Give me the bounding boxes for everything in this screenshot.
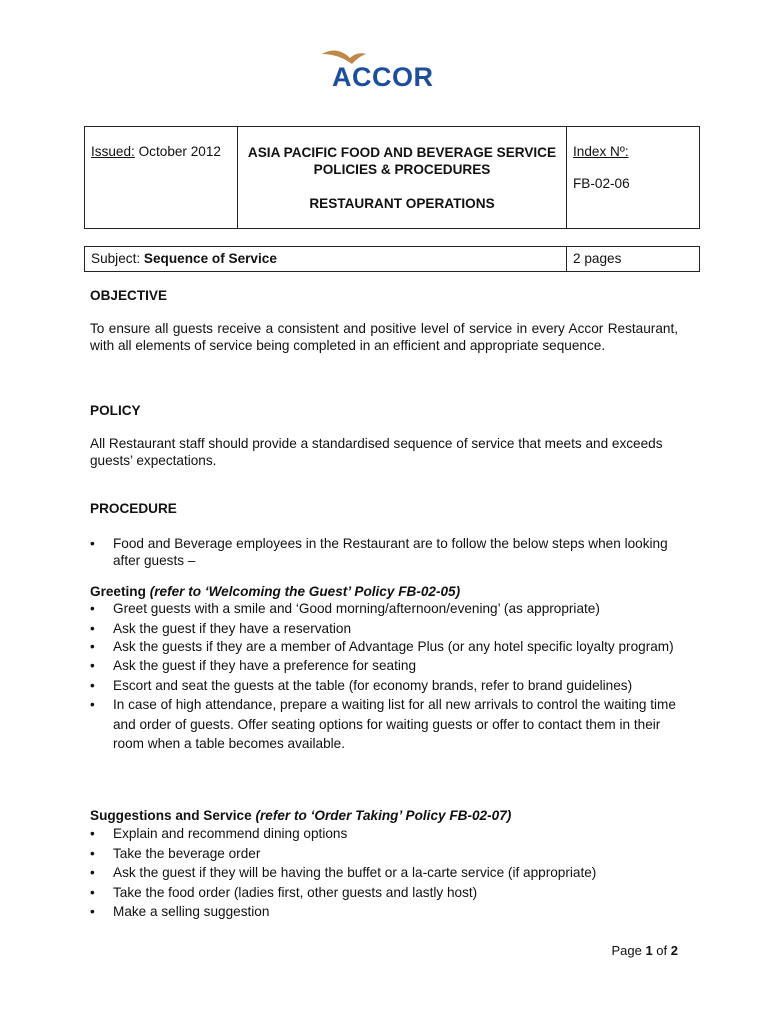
list-item: • Make a selling suggestion bbox=[90, 902, 678, 922]
page-footer bbox=[611, 943, 678, 958]
issued-cell bbox=[85, 127, 238, 228]
suggestions-title: Suggestions and Service bbox=[90, 808, 252, 823]
title-line-2: POLICIES & PROCEDURES bbox=[313, 162, 491, 177]
accor-logo bbox=[318, 44, 458, 92]
list-item: • Ask the guests if they are a member of Advantage Plus (or any hotel specific loyalty program) bbox=[90, 639, 674, 654]
bullet-icon: • bbox=[90, 904, 95, 919]
subject-table bbox=[84, 246, 700, 272]
bullet-icon: • bbox=[90, 620, 95, 636]
suggestions-heading bbox=[90, 806, 678, 825]
subject-cell bbox=[85, 247, 567, 271]
title-line-1: ASIA PACIFIC FOOD AND BEVERAGE SERVICE bbox=[247, 145, 557, 160]
suggestions-list bbox=[90, 824, 678, 922]
objective-heading: OBJECTIVE bbox=[90, 288, 168, 303]
greeting-list bbox=[90, 599, 678, 754]
header-table bbox=[84, 126, 700, 229]
list-item: • Ask the guest if they have a preference for seating bbox=[90, 656, 678, 676]
bullet-icon: • bbox=[90, 865, 95, 880]
page-number: 1 bbox=[645, 943, 653, 958]
page-label: Page bbox=[611, 943, 642, 958]
title-line-3: RESTAURANT OPERATIONS bbox=[309, 196, 495, 211]
bullet-icon: • bbox=[90, 826, 95, 841]
index-cell bbox=[567, 127, 699, 228]
objective-text: To ensure all guests receive a consistent and positive level of service in every Accor Restaurant, with all elements of service being completed in an efficient and appropriate sequence. bbox=[90, 321, 678, 353]
bullet-icon: • bbox=[90, 536, 95, 551]
title-cell bbox=[238, 127, 567, 228]
suggestions-ref: (refer to ‘Order Taking’ Policy FB-02-07) bbox=[255, 808, 512, 823]
index-label: Index Nº: bbox=[573, 144, 629, 159]
bullet-icon: • bbox=[90, 601, 95, 616]
logo-wordmark: ACCOR bbox=[332, 62, 434, 92]
list-item: • Ask the guest if they have a reservation bbox=[90, 619, 678, 639]
list-item: • Greet guests with a smile and ‘Good morning/afternoon/evening’ (as appropriate) bbox=[90, 599, 678, 619]
list-item: • Take the beverage order bbox=[90, 844, 678, 864]
index-value: FB-02-06 bbox=[573, 176, 630, 191]
greeting-ref: (refer to ‘Welcoming the Guest’ Policy FB-02-05) bbox=[149, 584, 461, 599]
procedure-intro: Food and Beverage employees in the Restaurant are to follow the below steps when looking after guests – bbox=[113, 536, 668, 568]
list-item: • In case of high attendance, prepare a waiting list for all new arrivals to control the waiting time and order of guests. Offer seating options for waiting guests or offer to contact them in their room when a table becomes available. bbox=[90, 697, 676, 751]
bullet-icon: • bbox=[90, 658, 95, 673]
of-label: of bbox=[656, 943, 668, 958]
list-item: • Take the food order (ladies first, other guests and lastly host) bbox=[90, 883, 678, 903]
procedure-heading: PROCEDURE bbox=[90, 501, 177, 516]
policy-text: All Restaurant staff should provide a standardised sequence of service that meets and exceeds guests’ expectations. bbox=[90, 436, 663, 468]
subject-value: Sequence of Service bbox=[143, 251, 277, 266]
issued-label: Issued: bbox=[91, 144, 135, 159]
subject-label: Subject: bbox=[91, 251, 141, 266]
pages-cell: 2 pages bbox=[573, 251, 622, 266]
bullet-icon: • bbox=[90, 639, 95, 654]
list-item: • Escort and seat the guests at the table (for economy brands, refer to brand guidelines) bbox=[90, 676, 678, 696]
issued-value: October 2012 bbox=[138, 144, 221, 159]
greeting-title: Greeting bbox=[90, 584, 146, 599]
bullet-icon: • bbox=[90, 845, 95, 861]
list-item bbox=[90, 535, 678, 569]
page-total: 2 bbox=[670, 943, 678, 958]
bullet-icon: • bbox=[90, 884, 95, 900]
list-item: • Explain and recommend dining options bbox=[90, 824, 678, 844]
bullet-icon: • bbox=[90, 677, 95, 693]
bullet-icon: • bbox=[90, 697, 95, 712]
list-item: • Ask the guest if they will be having the buffet or a la-carte service (if appropriate) bbox=[90, 863, 678, 883]
procedure-list bbox=[90, 535, 678, 569]
policy-heading: POLICY bbox=[90, 403, 141, 418]
